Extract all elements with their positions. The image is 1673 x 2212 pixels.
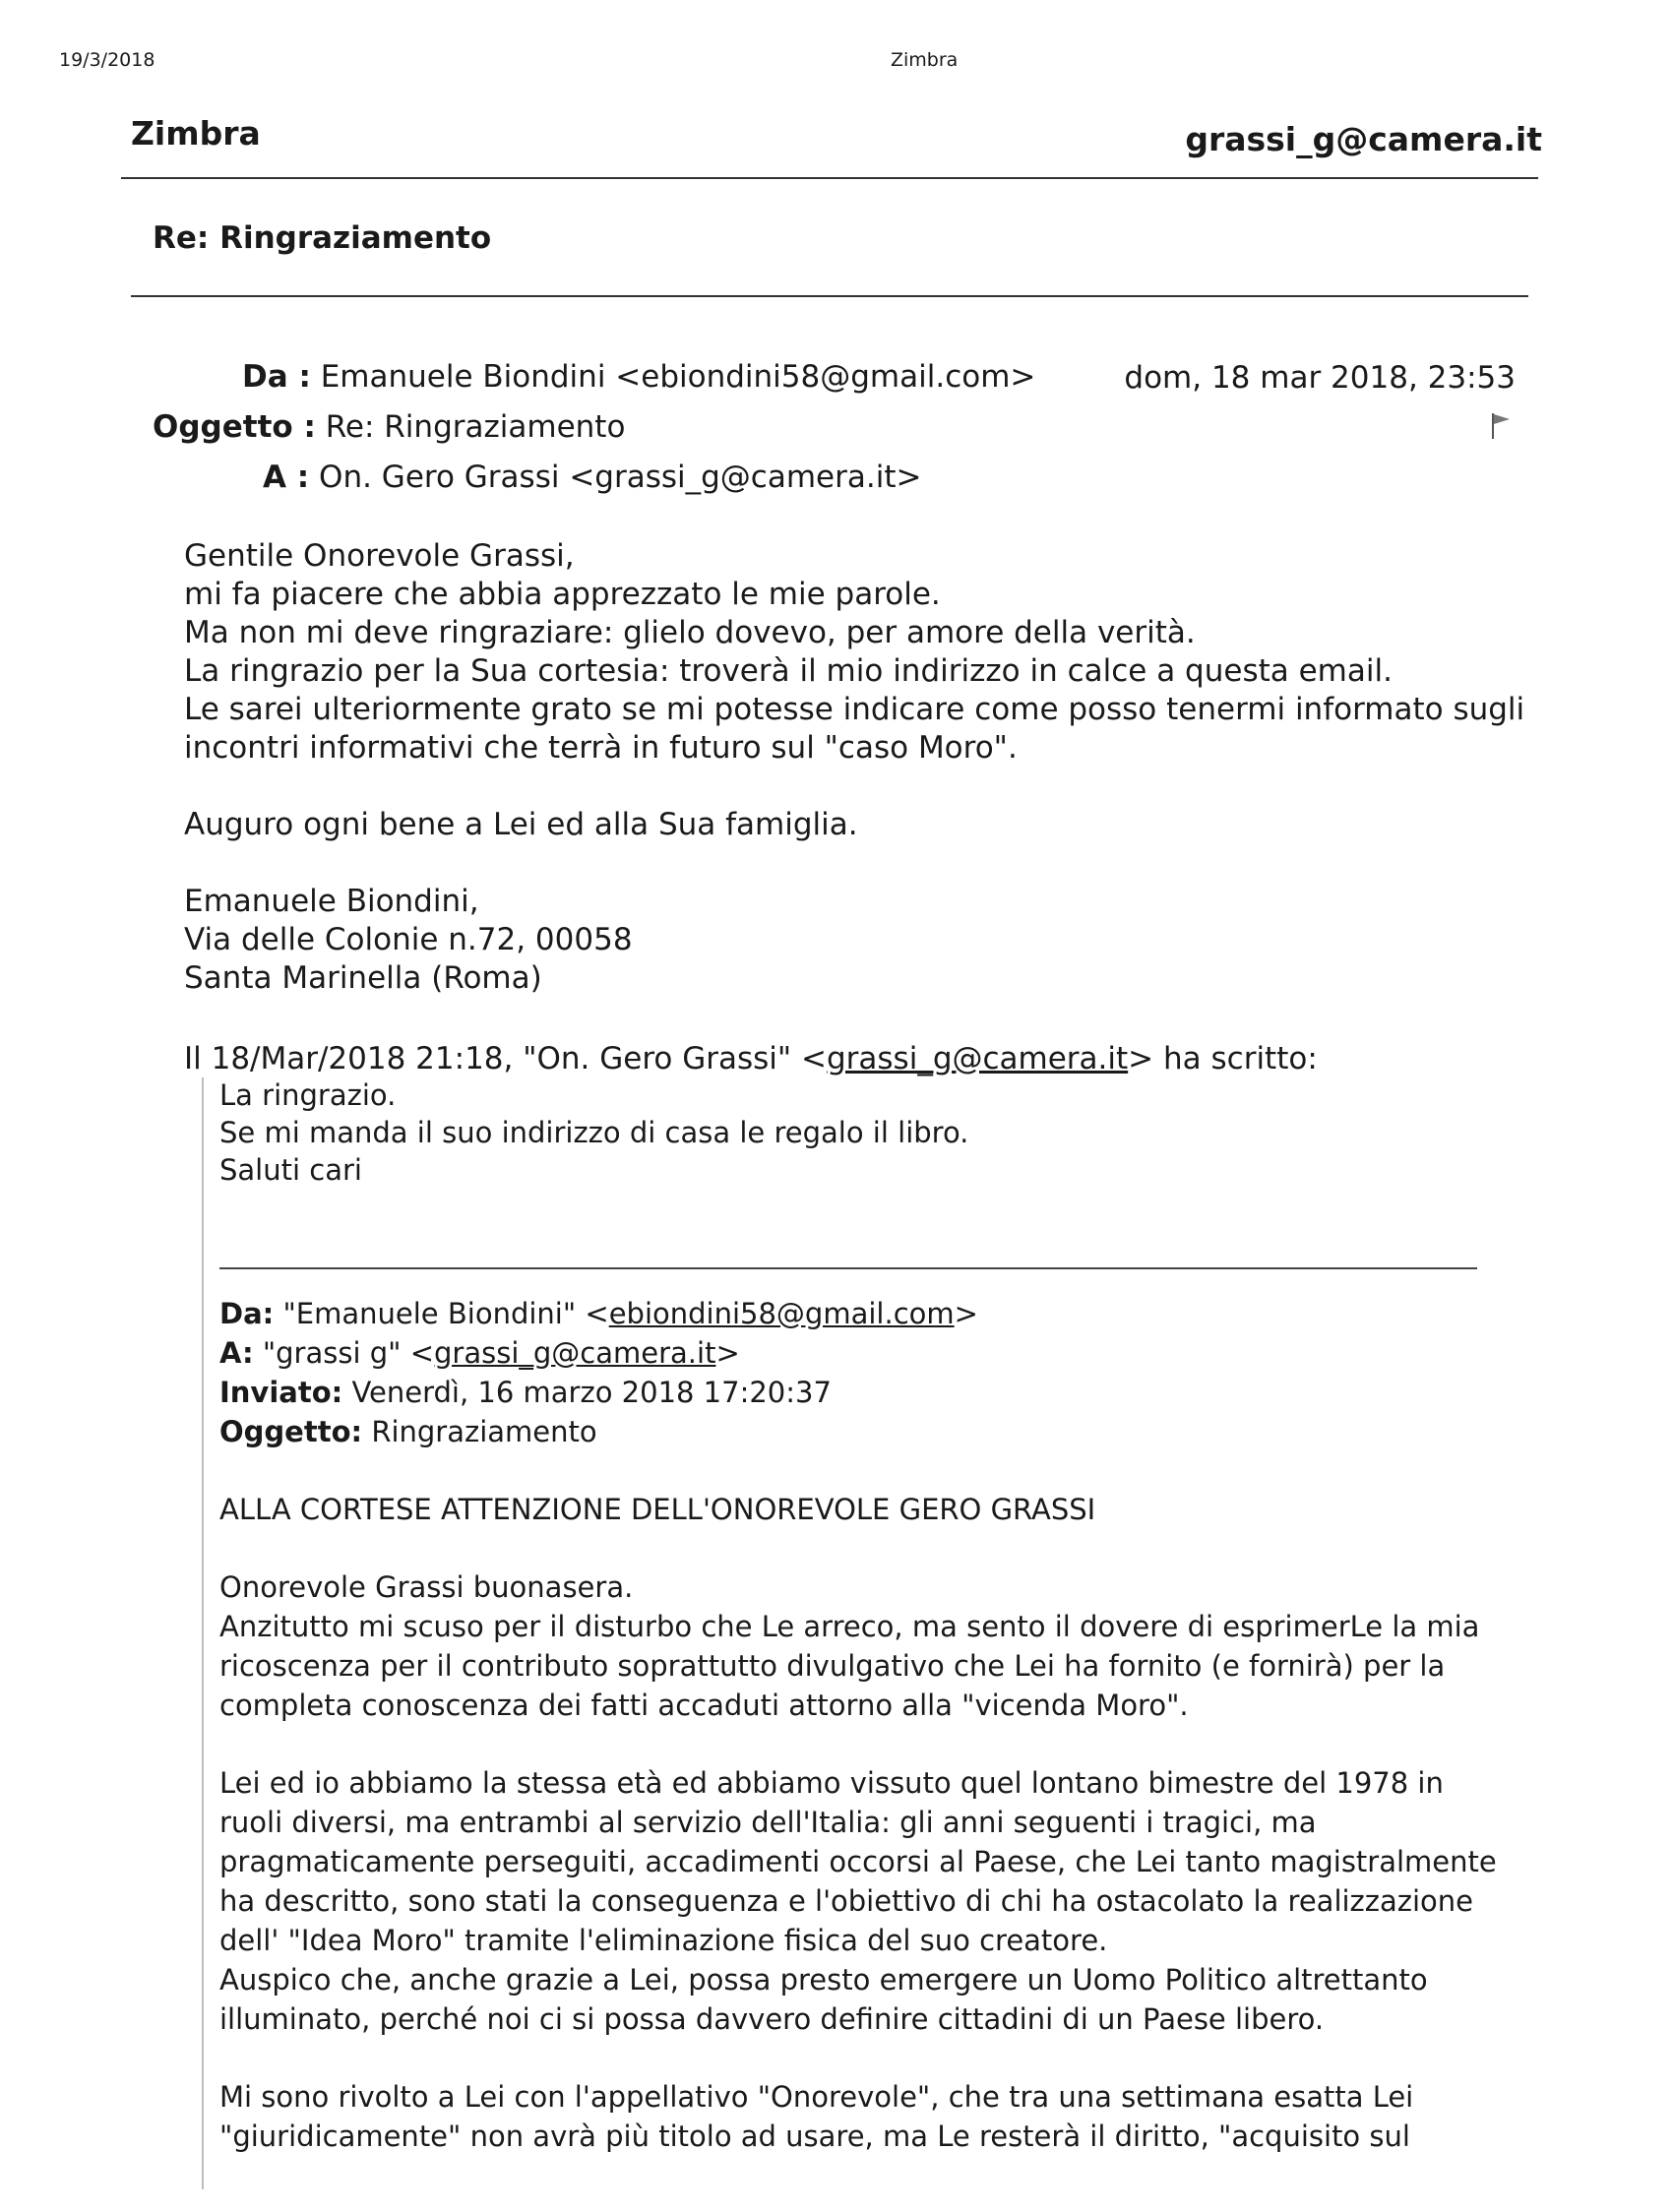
subject-label: Oggetto :	[153, 409, 316, 445]
body-line: Le sarei ulteriormente grato se mi potesse indicare come posso tenermi informato sugli	[184, 692, 1525, 727]
quoted-message	[219, 1076, 1528, 1189]
fwd-subject-value: Ringraziamento	[371, 1415, 597, 1448]
subject-value: Re: Ringraziamento	[325, 409, 626, 445]
fwd-sent-row	[219, 1373, 1528, 1412]
body-line: La ringrazio per la Sua cortesia: troverà il mio indirizzo in calce a questa email.	[184, 653, 1393, 689]
fwd-line: Mi sono rivolto a Lei con l'appellativo "Onorevole", che tra una settimana esatta Lei	[219, 2080, 1414, 2114]
signature-line: Via delle Colonie n.72, 00058	[184, 922, 633, 957]
from-row	[242, 357, 1035, 397]
quote-intro-email-link[interactable]: grassi_g@camera.it	[826, 1041, 1129, 1076]
flag-icon[interactable]	[1490, 411, 1514, 441]
fwd-from-row	[219, 1294, 1528, 1333]
quote-bar	[202, 1077, 204, 2189]
forward-divider	[219, 1267, 1477, 1269]
fwd-sent-value: Venerdì, 16 marzo 2018 17:20:37	[351, 1376, 832, 1409]
quote-intro-suffix: > ha scritto:	[1128, 1041, 1318, 1076]
fwd-heading: ALLA CORTESE ATTENZIONE DELL'ONOREVOLE GERO GRASSI	[219, 1493, 1096, 1526]
to-row	[263, 458, 921, 497]
fwd-line: Anzitutto mi scuso per il disturbo che Le arreco, ma sento il dovere di esprimerLe la mia	[219, 1610, 1480, 1643]
quote-line: Saluti cari	[219, 1153, 362, 1187]
fwd-from-label: Da:	[219, 1297, 275, 1330]
fwd-sent-label: Inviato:	[219, 1376, 343, 1409]
fwd-line: illuminato, perché noi ci si possa davvero definire cittadini di un Paese libero.	[219, 2002, 1325, 2036]
body-line: mi fa piacere che abbia apprezzato le mie parole.	[184, 577, 941, 612]
fwd-line: ruoli diversi, ma entrambi al servizio dell'Italia: gli anni seguenti i tragici, ma	[219, 1806, 1317, 1839]
quote-line: La ringrazio.	[219, 1078, 397, 1112]
message-date: dom, 18 mar 2018, 23:53	[1124, 360, 1516, 396]
print-title: Zimbra	[891, 49, 959, 71]
fwd-line: Lei ed io abbiamo la stessa età ed abbiamo vissuto quel lontano bimestre del 1978 in	[219, 1766, 1444, 1800]
message-subject-title: Re: Ringraziamento	[153, 220, 492, 256]
to-label: A :	[263, 460, 310, 495]
fwd-line: pragmaticamente perseguiti, accadimenti occorsi al Paese, che Lei tanto magistralmente	[219, 1845, 1497, 1878]
fwd-subject-label: Oggetto:	[219, 1415, 363, 1448]
from-label: Da :	[242, 359, 311, 395]
fwd-line: ha descritto, sono stati la conseguenza e l'obiettivo di chi ha ostacolato la realizzazione	[219, 1884, 1474, 1918]
quote-intro-prefix: Il 18/Mar/2018 21:18, "On. Gero Grassi" <	[184, 1041, 827, 1076]
fwd-line: Auspico che, anche grazie a Lei, possa presto emergere un Uomo Politico altrettanto	[219, 1963, 1428, 1997]
fwd-to-row	[219, 1333, 1528, 1373]
fwd-line: ricoscenza per il contributo soprattutto divulgativo che Lei ha fornito (e fornirà) per la	[219, 1649, 1446, 1683]
fwd-line: completa conoscenza dei fatti accaduti attorno alla "vicenda Moro".	[219, 1689, 1189, 1722]
account-email[interactable]: grassi_g@camera.it	[1185, 120, 1542, 158]
app-name: Zimbra	[131, 114, 261, 153]
fwd-from-email-link[interactable]: ebiondini58@gmail.com	[608, 1297, 955, 1330]
subject-row	[153, 407, 625, 447]
fwd-to-prefix: "grassi g" <	[262, 1336, 435, 1370]
body-line: Ma non mi deve ringraziare: glielo dovevo, per amore della verità.	[184, 615, 1196, 650]
to-value[interactable]: On. Gero Grassi <grassi_g@camera.it>	[319, 460, 922, 495]
forwarded-message	[219, 1294, 1528, 2156]
signature-line: Emanuele Biondini,	[184, 884, 479, 919]
fwd-subject-row	[219, 1412, 1528, 1451]
from-value[interactable]: Emanuele Biondini <ebiondini58@gmail.com>	[320, 359, 1036, 395]
fwd-to-suffix: >	[715, 1336, 740, 1370]
fwd-to-email-link[interactable]: grassi_g@camera.it	[434, 1336, 716, 1370]
message-body	[184, 537, 1542, 998]
subject-divider	[131, 295, 1528, 297]
header-divider	[121, 177, 1538, 179]
body-wish: Auguro ogni bene a Lei ed alla Sua famiglia.	[184, 807, 858, 842]
fwd-from-prefix: "Emanuele Biondini" <	[282, 1297, 609, 1330]
quote-line: Se mi manda il suo indirizzo di casa le regalo il libro.	[219, 1116, 969, 1149]
body-line: Gentile Onorevole Grassi,	[184, 538, 575, 574]
signature-line: Santa Marinella (Roma)	[184, 960, 542, 996]
print-date: 19/3/2018	[59, 49, 155, 71]
quote-intro	[184, 1041, 1318, 1076]
fwd-line: dell' "Idea Moro" tramite l'eliminazione fisica del suo creatore.	[219, 1924, 1108, 1957]
body-line: incontri informativi che terrà in futuro sul "caso Moro".	[184, 730, 1018, 766]
fwd-from-suffix: >	[954, 1297, 978, 1330]
fwd-line: Onorevole Grassi buonasera.	[219, 1570, 634, 1604]
fwd-line: "giuridicamente" non avrà più titolo ad usare, ma Le resterà il diritto, "acquisito sul	[219, 2120, 1410, 2153]
fwd-to-label: A:	[219, 1336, 254, 1370]
